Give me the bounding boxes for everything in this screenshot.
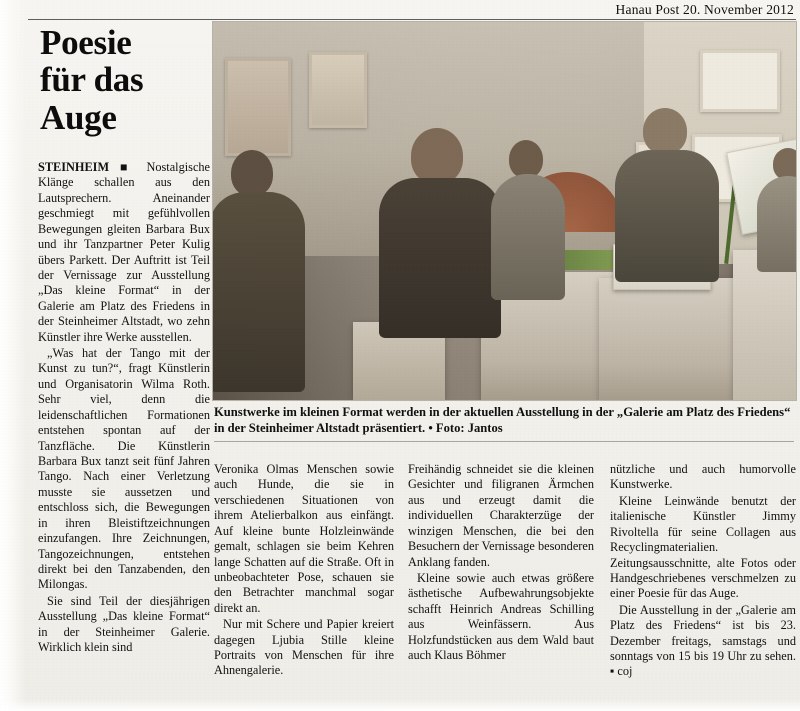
paragraph: Freihändig schneidet sie die kleinen Gesichter und filigranen Ärmchen aus und erzeugt damit die individuellen Charakterzüge der winzigen Menschen, die bei den Besuchern der Vernissage besonderen Anklang fanden. (408, 462, 594, 569)
article-photo (212, 21, 797, 401)
paragraph: Kleine Leinwände benutzt der italienische Künstler Jimmy Rivoltella für seine Collagen aus Recyclingmaterialien. Zeitungsausschnitte, alte Fotos oder Handgeschriebenes verschmelzen zu einer Poesie für das Auge. (610, 493, 796, 601)
visitor-silhouette (212, 192, 305, 392)
article-column-1 (38, 160, 210, 656)
dateline-bullet: ■ (120, 160, 136, 174)
photo-caption (214, 404, 794, 436)
visitor-silhouette (411, 128, 463, 184)
paragraph: Nur mit Schere und Papier kreiert dagegen Ljubia Stille kleine Portraits von Menschen für ihre Ahnengalerie. (214, 617, 394, 678)
visitor-silhouette (509, 140, 543, 178)
paragraph (38, 160, 210, 345)
visitor-silhouette (757, 176, 797, 272)
paragraph: Die Ausstellung in der „Galerie am Platz des Friedens“ ist bis 23. Dezember freitags, samstags und sonntags von 15 bis 19 Uhr zu sehen. ▪ coj (610, 602, 796, 679)
headline-line-2: für das (40, 60, 144, 100)
page-edge-bottom (0, 699, 800, 711)
article-column-4 (610, 462, 796, 680)
visitor-silhouette (379, 178, 501, 338)
picture-frame (309, 52, 367, 128)
dateline: STEINHEIM (38, 160, 110, 174)
pedestal (733, 250, 797, 400)
picture-frame (225, 58, 291, 156)
photo-caption-text: Kunstwerke im kleinen Format werden in der aktuellen Ausstellung in der „Galerie am Platz des Friedens“ in der Steinheimer Altstadt präsentiert. (214, 405, 791, 436)
visitor-silhouette (643, 108, 687, 154)
visitor-silhouette (615, 150, 719, 282)
paragraph-text: Nostalgische Klänge schallen aus den Lautsprechern. Aneinander geschmiegt mit gefühlvollen Bewegungen gleiten Barbara Bux und ihr Tanzpartner Peter Kulig übers Parkett. Der Auftritt ist Teil der Vernissage zur Ausstellung „Das kleine Format“ in der Galerie am Platz des Friedens in der Steinheimer Altstadt, wo zehn Künstler ihre Werke ausstellen. (38, 160, 211, 344)
paragraph: nützliche und auch humorvolle Kunstwerke. (610, 462, 796, 492)
photo-credit: • Foto: Jantos (428, 421, 503, 436)
headline-line-3: Auge (40, 97, 117, 137)
page-edge-left (0, 0, 26, 711)
masthead-date: Hanau Post 20. November 2012 (615, 2, 794, 17)
picture-frame (700, 50, 780, 112)
paragraph: Sie sind Teil der diesjährigen Ausstellung „Das kleine Format“ in der Steinheimer Galerie. Wirklich klein sind (38, 593, 210, 655)
page-title (40, 24, 220, 136)
headline-line-1: Poesie (40, 23, 132, 62)
paragraph: Kleine sowie auch etwas größere ästhetische Aufbewahrungsobjekte schafft Heinrich Andreas Schilling aus Weinfässern. Aus Holzfundstücken aus dem Wald baut auch Klaus Böhmer (408, 570, 594, 663)
visitor-silhouette (491, 174, 565, 300)
article-column-2 (214, 462, 394, 679)
caption-rule (214, 441, 794, 442)
paragraph: „Was hat der Tango mit der Kunst zu tun?“, fragt Künstlerin und Organisatorin Wilma Roth. Sehr viel, denn die leidenschaftlichen Formationen entstehen spontan auf der Tanzfläche. Die Künstlerin Barbara Bux tanzt seit fünf Jahren Tango. Nach einer Verletzung musste sie aussetzen und entschloss sich, die Bewegungen in ihren Bleistiftzeichnungen einzufangen. Ihre Zeichnungen, Tangozeichnungen, entstehen direkt bei den Tanzabenden, den Milongas. (38, 346, 210, 592)
photo-inner (213, 22, 796, 400)
visitor-silhouette (231, 150, 273, 196)
paragraph: Veronika Olmas Menschen sowie auch Hunde, die sie in verschiedenen Situationen von ihrem Atelierbalkon aus einfängt. Auf kleine bunte Holzleinwände gemalt, schlagen sie beim Kehren lange Schatten auf die Straße. Oft in unbeobachteter Pose, schauen sie den Betrachter manchmal sogar direkt an. (214, 462, 394, 615)
article-column-3 (408, 462, 594, 663)
masthead-rule (28, 19, 796, 20)
